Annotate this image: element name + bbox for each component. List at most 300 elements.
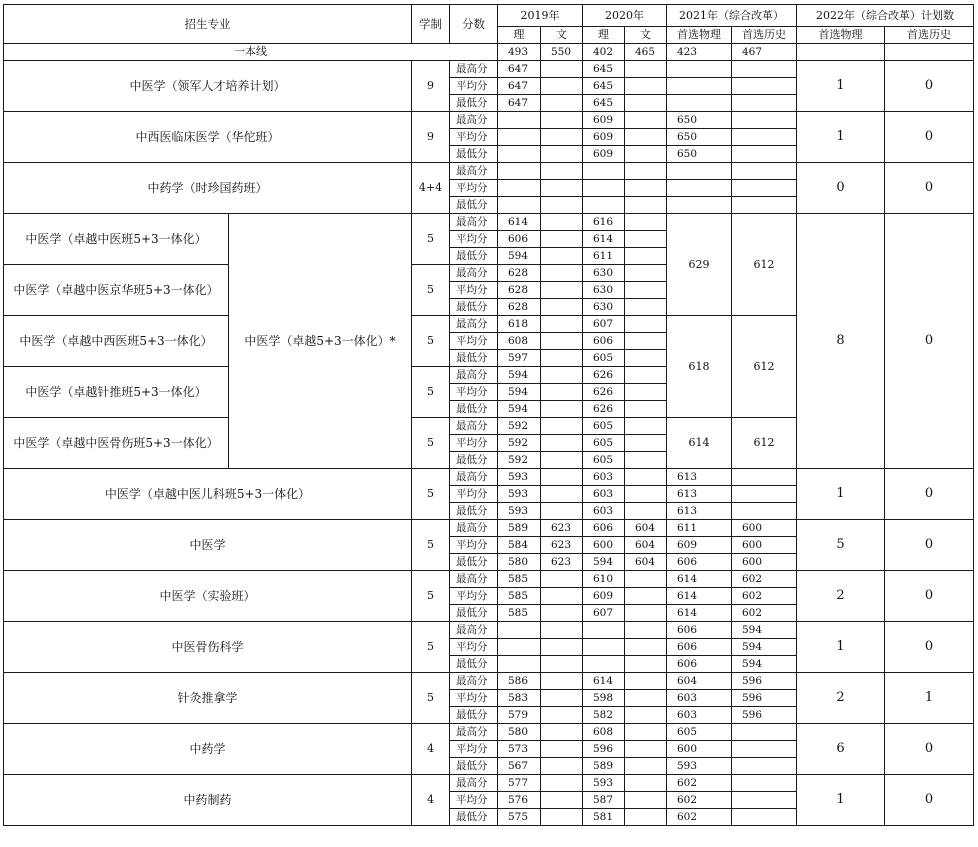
score-label: 最高分 bbox=[450, 316, 498, 333]
study-years: 9 bbox=[412, 112, 450, 163]
score-value bbox=[732, 112, 797, 129]
score-value: 610 bbox=[583, 571, 625, 588]
header-2019-li: 理 bbox=[498, 27, 541, 44]
score-value: 608 bbox=[498, 333, 541, 350]
score-label: 最低分 bbox=[450, 656, 498, 673]
score-label: 最低分 bbox=[450, 605, 498, 622]
score-value: 609 bbox=[583, 112, 625, 129]
score-value bbox=[732, 78, 797, 95]
study-years: 5 bbox=[412, 469, 450, 520]
score-value: 602 bbox=[667, 775, 732, 792]
score-value bbox=[583, 622, 625, 639]
score-value bbox=[625, 656, 667, 673]
score-value: 604 bbox=[625, 554, 667, 571]
score-value bbox=[625, 690, 667, 707]
score-value: 645 bbox=[583, 95, 625, 112]
score-value bbox=[732, 792, 797, 809]
table-row bbox=[4, 61, 974, 78]
header-2022-phys: 首选物理 bbox=[797, 27, 885, 44]
score-value: 630 bbox=[583, 282, 625, 299]
score-value: 602 bbox=[667, 792, 732, 809]
score-label: 最高分 bbox=[450, 265, 498, 282]
score-value-empty bbox=[541, 231, 583, 248]
score-value: 626 bbox=[583, 384, 625, 401]
score-value bbox=[732, 129, 797, 146]
score-value: 596 bbox=[732, 690, 797, 707]
score-value: 609 bbox=[667, 537, 732, 554]
group-2022-phys: 8 bbox=[797, 214, 885, 469]
score-value: 609 bbox=[583, 129, 625, 146]
score-value: 596 bbox=[732, 673, 797, 690]
major-name: 中医学（实验班） bbox=[4, 571, 412, 622]
score-value: 602 bbox=[732, 571, 797, 588]
score-label: 平均分 bbox=[450, 639, 498, 656]
score-value-empty bbox=[625, 299, 667, 316]
score-value bbox=[541, 690, 583, 707]
score-value bbox=[541, 129, 583, 146]
score-value: 594 bbox=[498, 401, 541, 418]
score-value: 647 bbox=[498, 78, 541, 95]
score-value: 600 bbox=[667, 741, 732, 758]
table-row bbox=[4, 673, 974, 690]
score-value bbox=[625, 112, 667, 129]
group-2021-phys: 614 bbox=[667, 418, 732, 469]
baseline-value: 550 bbox=[541, 44, 583, 61]
score-value: 607 bbox=[583, 316, 625, 333]
score-value: 647 bbox=[498, 61, 541, 78]
study-years: 9 bbox=[412, 61, 450, 112]
score-value bbox=[541, 163, 583, 180]
score-value: 611 bbox=[583, 248, 625, 265]
table-row bbox=[4, 163, 974, 180]
score-value bbox=[541, 588, 583, 605]
score-value: 628 bbox=[498, 282, 541, 299]
score-value bbox=[667, 197, 732, 214]
score-value: 600 bbox=[583, 537, 625, 554]
score-value bbox=[541, 605, 583, 622]
plan-2022-phys: 2 bbox=[797, 571, 885, 622]
score-value-empty bbox=[541, 265, 583, 282]
score-value-empty bbox=[625, 231, 667, 248]
score-value: 623 bbox=[541, 520, 583, 537]
score-value: 600 bbox=[732, 520, 797, 537]
score-value bbox=[583, 639, 625, 656]
score-value: 596 bbox=[732, 707, 797, 724]
plan-2022-phys: 6 bbox=[797, 724, 885, 775]
score-value: 650 bbox=[667, 112, 732, 129]
score-value: 609 bbox=[583, 146, 625, 163]
major-name: 针灸推拿学 bbox=[4, 673, 412, 724]
score-value-empty bbox=[541, 333, 583, 350]
score-value: 650 bbox=[667, 129, 732, 146]
baseline-empty bbox=[885, 44, 974, 61]
score-value bbox=[541, 673, 583, 690]
score-value: 606 bbox=[667, 554, 732, 571]
score-label: 最低分 bbox=[450, 758, 498, 775]
score-value: 598 bbox=[583, 690, 625, 707]
score-value bbox=[732, 95, 797, 112]
score-value: 603 bbox=[667, 690, 732, 707]
score-value: 611 bbox=[667, 520, 732, 537]
score-label: 最低分 bbox=[450, 809, 498, 826]
score-label: 最低分 bbox=[450, 299, 498, 316]
score-value bbox=[541, 622, 583, 639]
score-value bbox=[498, 639, 541, 656]
plan-2022-hist: 0 bbox=[885, 724, 974, 775]
score-label: 最高分 bbox=[450, 214, 498, 231]
baseline-value: 402 bbox=[583, 44, 625, 61]
score-value: 567 bbox=[498, 758, 541, 775]
score-value bbox=[625, 758, 667, 775]
score-value: 606 bbox=[583, 520, 625, 537]
study-years: 4+4 bbox=[412, 163, 450, 214]
score-value bbox=[541, 486, 583, 503]
score-value bbox=[625, 622, 667, 639]
score-value-empty bbox=[625, 316, 667, 333]
score-value-empty bbox=[541, 214, 583, 231]
score-value-empty bbox=[541, 367, 583, 384]
score-value: 605 bbox=[583, 418, 625, 435]
score-value bbox=[541, 639, 583, 656]
score-value: 606 bbox=[667, 639, 732, 656]
score-value: 604 bbox=[625, 537, 667, 554]
score-value: 630 bbox=[583, 299, 625, 316]
header-2020-li: 理 bbox=[583, 27, 625, 44]
score-label: 平均分 bbox=[450, 435, 498, 452]
study-years: 5 bbox=[412, 214, 450, 265]
study-years: 5 bbox=[412, 316, 450, 367]
score-value bbox=[498, 180, 541, 197]
score-value bbox=[667, 163, 732, 180]
table-row bbox=[4, 469, 974, 486]
baseline-value: 493 bbox=[498, 44, 541, 61]
score-value-empty bbox=[625, 367, 667, 384]
group-2021-phys: 618 bbox=[667, 316, 732, 418]
score-value-empty bbox=[625, 384, 667, 401]
plan-2022-hist: 0 bbox=[885, 469, 974, 520]
score-value: 606 bbox=[498, 231, 541, 248]
score-value bbox=[732, 758, 797, 775]
score-value: 597 bbox=[498, 350, 541, 367]
study-years: 5 bbox=[412, 673, 450, 724]
score-label: 平均分 bbox=[450, 792, 498, 809]
plan-2022-hist: 0 bbox=[885, 622, 974, 673]
score-value: 589 bbox=[583, 758, 625, 775]
baseline-value: 423 bbox=[667, 44, 732, 61]
score-label: 平均分 bbox=[450, 129, 498, 146]
table-row bbox=[4, 520, 974, 537]
score-value bbox=[732, 741, 797, 758]
score-value-empty bbox=[541, 418, 583, 435]
score-value: 605 bbox=[583, 452, 625, 469]
sub-major-name: 中医学（卓越针推班5+3一体化） bbox=[4, 367, 229, 418]
score-value: 606 bbox=[667, 622, 732, 639]
group-2021-hist: 612 bbox=[732, 418, 797, 469]
score-value: 596 bbox=[583, 741, 625, 758]
score-value bbox=[625, 180, 667, 197]
score-value: 606 bbox=[583, 333, 625, 350]
score-value: 614 bbox=[583, 231, 625, 248]
group-2021-hist: 612 bbox=[732, 316, 797, 418]
score-label: 平均分 bbox=[450, 231, 498, 248]
major-name: 中西医临床医学（华佗班） bbox=[4, 112, 412, 163]
study-years: 5 bbox=[412, 520, 450, 571]
score-value bbox=[625, 486, 667, 503]
baseline-empty bbox=[797, 44, 885, 61]
score-value: 603 bbox=[583, 469, 625, 486]
score-value-empty bbox=[541, 452, 583, 469]
score-value bbox=[541, 724, 583, 741]
score-value-empty bbox=[625, 265, 667, 282]
table-row bbox=[4, 724, 974, 741]
score-value bbox=[732, 469, 797, 486]
score-value: 593 bbox=[498, 486, 541, 503]
header-major: 招生专业 bbox=[4, 5, 412, 44]
plan-2022-phys: 2 bbox=[797, 673, 885, 724]
score-value bbox=[583, 656, 625, 673]
baseline-value: 465 bbox=[625, 44, 667, 61]
score-value bbox=[541, 775, 583, 792]
score-value: 614 bbox=[667, 605, 732, 622]
score-value bbox=[541, 78, 583, 95]
sub-major-name: 中医学（卓越中医京华班5+3一体化） bbox=[4, 265, 229, 316]
score-label: 平均分 bbox=[450, 690, 498, 707]
score-value: 594 bbox=[732, 656, 797, 673]
score-value bbox=[583, 180, 625, 197]
score-value bbox=[625, 61, 667, 78]
score-value: 602 bbox=[732, 605, 797, 622]
score-value: 604 bbox=[625, 520, 667, 537]
score-value: 584 bbox=[498, 537, 541, 554]
score-value: 594 bbox=[498, 248, 541, 265]
score-label: 最高分 bbox=[450, 163, 498, 180]
score-value bbox=[667, 180, 732, 197]
score-label: 平均分 bbox=[450, 588, 498, 605]
score-value: 606 bbox=[667, 656, 732, 673]
score-value: 605 bbox=[583, 435, 625, 452]
score-value: 585 bbox=[498, 588, 541, 605]
header-2021: 2021年（综合改革） bbox=[667, 5, 797, 27]
score-label: 最高分 bbox=[450, 571, 498, 588]
score-label: 最低分 bbox=[450, 350, 498, 367]
score-value: 603 bbox=[583, 486, 625, 503]
score-value bbox=[498, 622, 541, 639]
score-value-empty bbox=[541, 401, 583, 418]
score-value bbox=[498, 129, 541, 146]
score-label: 平均分 bbox=[450, 180, 498, 197]
score-value: 594 bbox=[498, 367, 541, 384]
score-value: 575 bbox=[498, 809, 541, 826]
score-value: 587 bbox=[583, 792, 625, 809]
header-2020-wen: 文 bbox=[625, 27, 667, 44]
plan-2022-phys: 1 bbox=[797, 61, 885, 112]
sub-major-name: 中医学（卓越中医骨伤班5+3一体化） bbox=[4, 418, 229, 469]
baseline-value: 467 bbox=[732, 44, 797, 61]
score-value: 614 bbox=[667, 588, 732, 605]
score-value: 581 bbox=[583, 809, 625, 826]
score-value bbox=[498, 197, 541, 214]
group-major-name: 中医学（卓越5+3一体化）* bbox=[229, 214, 412, 469]
plan-2022-hist: 1 bbox=[885, 673, 974, 724]
score-value bbox=[541, 758, 583, 775]
score-label: 最高分 bbox=[450, 622, 498, 639]
score-value bbox=[625, 197, 667, 214]
score-value-empty bbox=[541, 435, 583, 452]
score-value bbox=[732, 775, 797, 792]
score-label: 最高分 bbox=[450, 520, 498, 537]
score-value bbox=[625, 809, 667, 826]
score-label: 最低分 bbox=[450, 452, 498, 469]
score-value bbox=[541, 741, 583, 758]
score-value: 593 bbox=[667, 758, 732, 775]
study-years: 5 bbox=[412, 571, 450, 622]
score-value: 609 bbox=[583, 588, 625, 605]
header-years: 学制 bbox=[412, 5, 450, 44]
score-value bbox=[732, 503, 797, 520]
score-label: 平均分 bbox=[450, 384, 498, 401]
score-value-empty bbox=[625, 350, 667, 367]
score-label: 最高分 bbox=[450, 418, 498, 435]
header-2019-wen: 文 bbox=[541, 27, 583, 44]
score-label: 最低分 bbox=[450, 707, 498, 724]
plan-2022-hist: 0 bbox=[885, 775, 974, 826]
table-row bbox=[4, 571, 974, 588]
score-value: 616 bbox=[583, 214, 625, 231]
score-value-empty bbox=[625, 435, 667, 452]
score-value: 614 bbox=[583, 673, 625, 690]
score-value: 573 bbox=[498, 741, 541, 758]
plan-2022-phys: 1 bbox=[797, 622, 885, 673]
score-value: 594 bbox=[498, 384, 541, 401]
score-value bbox=[498, 163, 541, 180]
score-value: 589 bbox=[498, 520, 541, 537]
score-value bbox=[625, 146, 667, 163]
plan-2022-hist: 0 bbox=[885, 112, 974, 163]
score-value-empty bbox=[625, 401, 667, 418]
score-value bbox=[541, 146, 583, 163]
group-2022-hist: 0 bbox=[885, 214, 974, 469]
score-value-empty bbox=[541, 282, 583, 299]
score-label: 最高分 bbox=[450, 61, 498, 78]
score-value: 603 bbox=[667, 707, 732, 724]
score-value bbox=[541, 571, 583, 588]
study-years: 5 bbox=[412, 622, 450, 673]
table-row bbox=[4, 622, 974, 639]
score-value bbox=[541, 112, 583, 129]
score-value bbox=[732, 61, 797, 78]
plan-2022-phys: 1 bbox=[797, 775, 885, 826]
major-name: 中医骨伤科学 bbox=[4, 622, 412, 673]
score-label: 最高分 bbox=[450, 673, 498, 690]
score-value bbox=[583, 163, 625, 180]
plan-2022-hist: 0 bbox=[885, 61, 974, 112]
score-value: 618 bbox=[498, 316, 541, 333]
score-value bbox=[667, 95, 732, 112]
score-value bbox=[498, 146, 541, 163]
score-value: 628 bbox=[498, 299, 541, 316]
score-value bbox=[541, 469, 583, 486]
sub-major-name: 中医学（卓越中西医班5+3一体化） bbox=[4, 316, 229, 367]
score-value bbox=[732, 724, 797, 741]
score-value bbox=[625, 707, 667, 724]
score-label: 平均分 bbox=[450, 282, 498, 299]
score-value: 593 bbox=[498, 503, 541, 520]
score-value: 602 bbox=[732, 588, 797, 605]
score-value: 593 bbox=[498, 469, 541, 486]
plan-2022-phys: 1 bbox=[797, 112, 885, 163]
score-value: 580 bbox=[498, 554, 541, 571]
score-value: 623 bbox=[541, 537, 583, 554]
score-value bbox=[625, 469, 667, 486]
score-label: 最高分 bbox=[450, 367, 498, 384]
score-value-empty bbox=[541, 248, 583, 265]
header-2021-hist: 首选历史 bbox=[732, 27, 797, 44]
score-value-empty bbox=[625, 418, 667, 435]
score-value: 607 bbox=[583, 605, 625, 622]
header-2019: 2019年 bbox=[498, 5, 583, 27]
plan-2022-hist: 0 bbox=[885, 571, 974, 622]
score-value: 602 bbox=[667, 809, 732, 826]
score-value-empty bbox=[625, 282, 667, 299]
score-value-empty bbox=[625, 248, 667, 265]
plan-2022-phys: 1 bbox=[797, 469, 885, 520]
study-years: 5 bbox=[412, 418, 450, 469]
score-value: 608 bbox=[583, 724, 625, 741]
score-label: 最高分 bbox=[450, 469, 498, 486]
score-value bbox=[667, 78, 732, 95]
score-value: 593 bbox=[583, 775, 625, 792]
score-value: 645 bbox=[583, 61, 625, 78]
score-value bbox=[583, 197, 625, 214]
score-value bbox=[625, 571, 667, 588]
score-value: 576 bbox=[498, 792, 541, 809]
score-label: 最低分 bbox=[450, 197, 498, 214]
header-2020: 2020年 bbox=[583, 5, 667, 27]
score-value bbox=[541, 180, 583, 197]
table-row bbox=[4, 214, 974, 231]
score-value: 628 bbox=[498, 265, 541, 282]
study-years: 5 bbox=[412, 265, 450, 316]
score-label: 平均分 bbox=[450, 78, 498, 95]
score-value: 579 bbox=[498, 707, 541, 724]
score-value bbox=[625, 741, 667, 758]
score-value: 647 bbox=[498, 95, 541, 112]
score-label: 最高分 bbox=[450, 775, 498, 792]
score-value bbox=[625, 503, 667, 520]
score-value-empty bbox=[541, 299, 583, 316]
score-value-empty bbox=[625, 214, 667, 231]
score-value: 613 bbox=[667, 503, 732, 520]
header-score: 分数 bbox=[450, 5, 498, 44]
score-value bbox=[732, 486, 797, 503]
table-row bbox=[4, 44, 974, 61]
major-name: 中药制药 bbox=[4, 775, 412, 826]
major-name: 中医学（领军人才培养计划） bbox=[4, 61, 412, 112]
score-value: 614 bbox=[667, 571, 732, 588]
major-name: 中医学 bbox=[4, 520, 412, 571]
group-2021-hist: 612 bbox=[732, 214, 797, 316]
study-years: 4 bbox=[412, 724, 450, 775]
score-value bbox=[541, 95, 583, 112]
score-value: 586 bbox=[498, 673, 541, 690]
score-label: 最低分 bbox=[450, 503, 498, 520]
score-value: 605 bbox=[583, 350, 625, 367]
plan-2022-phys: 0 bbox=[797, 163, 885, 214]
score-value: 582 bbox=[583, 707, 625, 724]
score-value bbox=[625, 129, 667, 146]
plan-2022-hist: 0 bbox=[885, 163, 974, 214]
score-value: 583 bbox=[498, 690, 541, 707]
